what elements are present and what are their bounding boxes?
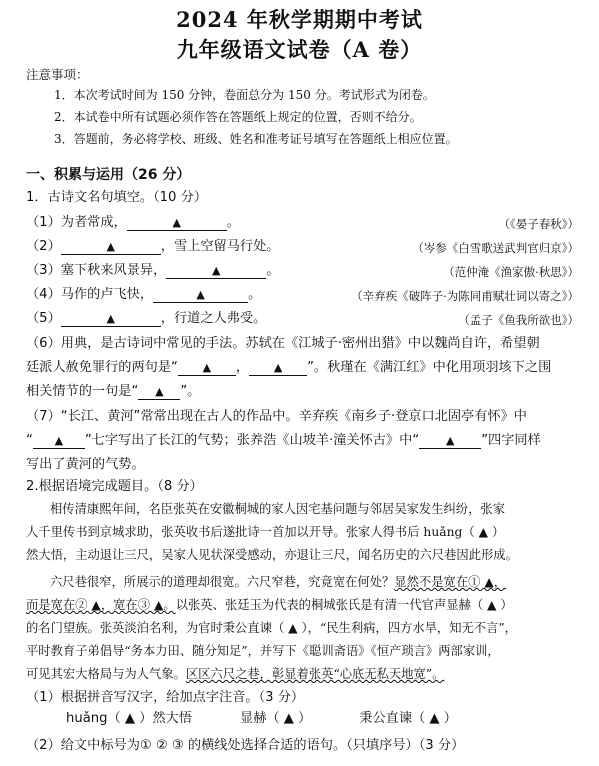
source-citation: （辛弃疾《破阵子·为陈同甫赋壮词以寄之》） <box>351 289 579 303</box>
source-citation: （《晏子春秋》） <box>498 217 579 231</box>
answer-blank: ▲ <box>127 216 227 231</box>
answer-blank: ▲ <box>166 264 266 279</box>
passage-line: 人千里传书到京城求助，张英收书后遂批诗一首加以开导。张家人得书后 huǎng（ ▲ ） <box>26 525 505 539</box>
source-citation: （岑参《白雪歌送武判官归京》） <box>412 241 579 255</box>
section-heading: 一、积累与运用（26 分） <box>26 167 191 183</box>
answer-blank: ▲ <box>249 361 307 376</box>
source-citation: （孟子《鱼我所欲也》） <box>458 313 579 327</box>
notice-item: 3．答题前，务必将学校、班级、姓名和准考证号填写在答题纸上相应位置。 <box>54 132 458 146</box>
answer-blank: ▲ <box>61 312 161 327</box>
answer-blank: ▲ <box>138 385 180 400</box>
exam-title: 2024 年秋学期期中考试 <box>176 7 423 32</box>
fill-item: （5） ▲ ，行道之人弗受。 <box>26 311 267 326</box>
question-text: 廷派人赦免罪行的两句是“ ▲ ， ▲ ”。秋瑾在《满江红》中化用项羽垓下之围 <box>26 360 552 375</box>
fill-item: （1）为者常成， ▲ 。 <box>26 215 240 230</box>
notice-item: 1．本次考试时间为 150 分钟，卷面总分为 150 分。考试形式为闭卷。 <box>54 88 435 102</box>
answer-blank: ▲ <box>178 361 236 376</box>
source-citation: （范仲淹《渔家傲·秋思》） <box>443 265 579 279</box>
question-heading: 2.根据语境完成题目。（8 分） <box>26 479 203 494</box>
answer-blank: ▲ <box>61 240 161 255</box>
answer-blank: ▲ <box>419 434 481 449</box>
passage-line: 六尺巷很窄，所展示的道理却很宽。六尺窄巷，究竟宽在何处？显然不是宽在① ▲， <box>50 575 507 589</box>
question-text: 写出了黄河的气势。 <box>26 457 145 472</box>
question-heading: 1．古诗文名句填空。（10 分） <box>26 190 208 205</box>
question-text: （1）根据拼音写汉字，给加点字注音。（3 分） <box>26 690 305 705</box>
passage-line: 相传清康熙年间，名臣张英在安徽桐城的家人因宅基问题与邻居吴家发生纠纷，张家 <box>50 502 505 516</box>
exam-subtitle: 九年级语文试卷（A 卷） <box>176 37 423 62</box>
question-items: huǎng（ ▲ ）然大悟 显赫（ ▲ ） 秉公直谏（ ▲ ） <box>66 711 457 726</box>
passage-line: 而是宽在② ▲，宽在③ ▲。以张英、张廷玉为代表的桐城张氏是有清一代官声显赫（ ▲ ） <box>26 598 513 612</box>
passage-line: 平时教育子弟倡导“务本力田、随分知足”，并写下《聪训斋语》《恒产琐言》两部家训， <box>26 644 500 658</box>
fill-item: （3）塞下秋来风景异， ▲ 。 <box>26 263 280 278</box>
fill-item: （2） ▲ ，雪上空留马行处。 <box>26 239 280 254</box>
fill-item: （4）马作的卢飞快， ▲ 。 <box>26 287 262 302</box>
passage-line: 可见其宏大格局与为人气象。区区六尺之巷，彰显着张英“心底无私天地宽”。 <box>26 667 445 681</box>
question-text: 相关情节的一句是“ ▲ ”。 <box>26 384 201 399</box>
answer-blank: ▲ <box>33 434 85 449</box>
answer-blank: ▲ <box>153 288 248 303</box>
notice-item: 2．本试卷中所有试题必须作答在答题纸上规定的位置，否则不给分。 <box>54 110 422 124</box>
notice-heading: 注意事项： <box>26 67 89 82</box>
question-text: （6）用典，是古诗词中常见的手法。苏轼在《江城子·密州出猎》中以魏尚自许，希望朝 <box>26 336 540 351</box>
passage-line: 然大悟，主动退让三尺，吴家人见状深受感动，亦退让三尺，闻名历史的六尺巷因此形成。 <box>26 548 518 562</box>
question-text: （7）“长江、黄河”常常出现在古人的作品中。辛弃疾《南乡子·登京口北固亭有怀》中 <box>26 409 527 424</box>
question-text: （2）给文中标号为① ② ③ 的横线处选择合适的语句。（只填序号）（3 分） <box>26 738 465 753</box>
passage-line: 的名门望族。张英淡泊名利，为官时秉公直谏（ ▲ ），“民生利病，四方水旱，知无不言”， <box>26 621 517 635</box>
question-text: “ ▲ ”七字写出了长江的气势；张养浩《山坡羊·潼关怀古》中“ ▲ ”四字同样 <box>26 433 541 448</box>
